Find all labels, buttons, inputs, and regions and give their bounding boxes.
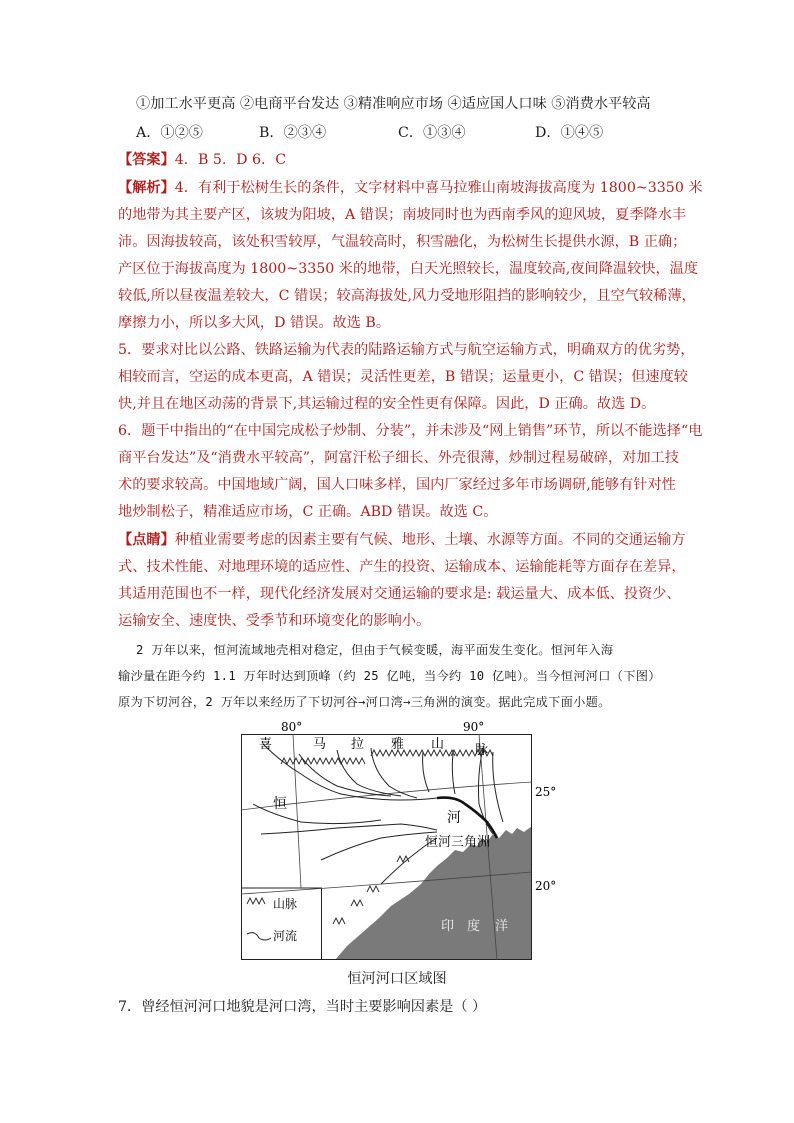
question7-stem: 7．曾经恒河河口地貌是河口湾，当时主要影响因素是（ ）: [118, 999, 487, 1015]
choice-d: D．①④⑤: [535, 125, 604, 141]
analysis-line: 5．要求对比以公路、铁路运输为代表的陆路运输方式与航空运输方式，明确双方的优劣势，: [118, 342, 695, 358]
label-lat-25: 25°: [535, 785, 557, 799]
label-himalaya-3: 拉: [351, 737, 365, 752]
label-ocean-2: 度: [467, 919, 481, 934]
label-himalaya-2: 马: [313, 737, 327, 752]
answer-tag: 【答案】: [118, 152, 175, 168]
map-caption: 恒河河口区域图: [347, 971, 447, 987]
meridian-80: [293, 734, 301, 888]
label-lon-80: 80°: [281, 720, 303, 734]
analysis-line: 6．题干中指出的“在中国完成松子炒制、分装”，并未涉及“网上销售”环节，所以不能选择“电: [118, 423, 703, 439]
label-himalaya-1: 喜: [259, 737, 273, 752]
analysis-line: 的地带为其主要产区，该坡为阳坡，A 错误；南坡同时也为西南季风的迎风坡，夏季降水丰: [118, 207, 687, 223]
analysis-line: 地炒制松子，精准适应市场，C 正确。ABD 错误。故选 C。: [118, 504, 498, 520]
choice-c: C．①③④: [398, 125, 466, 141]
answer-line: [118, 150, 286, 170]
analysis-line: 快,并且在地区动荡的背景下,其运输过程的安全性更有保障。因此，D 正确。故选 D。: [118, 396, 656, 412]
label-ocean-3: 洋: [495, 919, 509, 934]
question6-options: ①加工水平更高 ②电商平台发达 ③精准响应市场 ④适应国人口味 ⑤消费水平较高: [136, 96, 651, 112]
answer-text: 4．B 5．D 6．C: [174, 152, 287, 168]
label-ganges-delta: 恒河三角洲: [425, 835, 491, 850]
choice-a: A．①②⑤: [136, 125, 203, 141]
legend-mountain-label: 山脉: [273, 897, 298, 911]
label-himalaya-6: 脉: [475, 743, 489, 758]
analysis-tag: 【解析】: [118, 180, 175, 196]
label-lat-20: 20°: [535, 879, 557, 893]
analysis-line: 沛。因海拔较高，该处积雪较厚，气温较高时，积雪融化，为松树生长提供水源，B 正确；: [118, 234, 687, 250]
material-line: 2 万年以来，恒河流域地壳相对稳定，但由于气候变暖，海平面发生变化。恒河年入海: [136, 643, 614, 657]
pointer-tag: 【点睛】: [118, 532, 175, 548]
analysis-line: 术的要求较高。中国地域广阔，国人口味多样，国内厂家经过多年市场调研,能够有针对性: [118, 477, 676, 493]
ganges-estuary-map: [241, 720, 557, 960]
choice-b: B．②③④: [259, 125, 327, 141]
label-himalaya-5: 山: [431, 737, 445, 752]
pointer-line: 其适用范围也不一样，现代化经济发展对交通运输的要求是: 载运量大、成本低、投资少、: [118, 586, 681, 602]
himalaya-range: [281, 750, 493, 764]
analysis-line: 产区位于海拔高度为 1800~3350 米的地带，白天光照较长，温度较高,夜间降温较快，温度: [118, 261, 699, 277]
analysis-line: 相较而言，空运的成本更高，A 错误；灵活性更差，B 错误；运量更小，C 错误；但速度较: [118, 369, 688, 385]
legend-river-label: 河流: [273, 929, 298, 943]
pointer-line: 【点睛】种植业需要考虑的因素主要有气候、地形、土壤、水源等方面。不同的交通运输方: [118, 532, 686, 548]
label-himalaya-4: 雅: [391, 737, 405, 752]
label-lon-90: 90°: [463, 720, 485, 734]
pointer-line: 运输安全、速度快、受季节和环境变化的影响小。: [118, 613, 431, 629]
ganges-main-river: [437, 798, 497, 838]
analysis-line: 摩擦力小，所以多大风，D 错误。故选 B。: [118, 315, 391, 331]
analysis-line: 【解析】4．有利于松树生长的条件，文字材料中喜马拉雅山南坡海拔高度为 1800~3350 米: [118, 180, 703, 196]
analysis-line: 商平台发达”及“消费水平较高”，阿富汗松子细长、外壳很薄，炒制过程易破碎，对加工技: [118, 450, 679, 466]
material-line: 原为下切河谷，2 万年以来经历了下切河谷→河口湾→三角洲的演变。据此完成下面小题。: [118, 695, 611, 709]
label-ganges-1: 恒: [273, 796, 287, 812]
pointer-line: 式、技术性能、对地理环境的适应性、产生的投资、运输成本、运输能耗等方面存在差异，: [118, 559, 686, 575]
label-ganges-2: 河: [447, 810, 461, 826]
analysis-line: 较低,所以昼夜温差较大，C 错误；较高海拔处,风力受地形阻挡的影响较少，且空气较稀薄，: [118, 288, 696, 304]
material-line: 输沙量在距今约 1.1 万年时达到顶峰（约 25 亿吨，当今约 10 亿吨）。当今恒河河口（下图）: [118, 669, 661, 683]
label-ocean-1: 印: [441, 919, 455, 934]
